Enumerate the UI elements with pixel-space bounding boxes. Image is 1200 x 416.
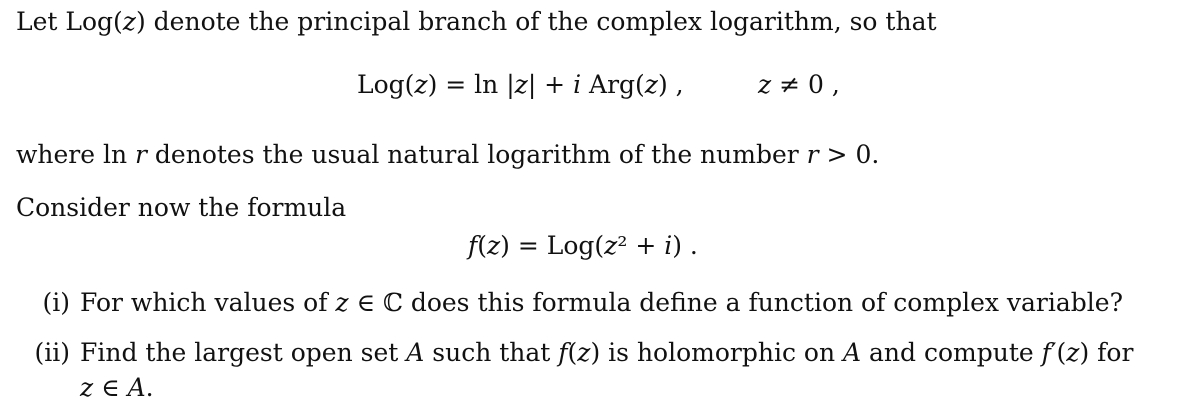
consider-paragraph: Consider now the formula [16,193,347,222]
question-text: Find the largest open set 𝐴 such that 𝑓(𝑧) is holomorphic on 𝐴 and compute 𝑓′(𝑧) for [80,338,1134,367]
question-label: (ii) [34,338,70,367]
equation-condition: 𝑧 ≠ 0 , [758,70,840,99]
equation-lhs: Log(𝑧) = ln |𝑧| + 𝑖 Arg(𝑧) , [357,70,684,99]
ln-explanation-paragraph: where ln 𝑟 denotes the usual natural logarithm of the number 𝑟 > 0. [16,140,880,169]
question-text-continuation: 𝑧 ∈ 𝐴. [80,373,154,402]
question-label: (i) [42,288,70,317]
function-formula-equation: 𝑓(𝑧) = Log(𝑧² + 𝑖) . [468,231,698,260]
intro-paragraph: Let Log(𝑧) denote the principal branch of the complex logarithm, so that [16,7,937,36]
question-text: For which values of 𝑧 ∈ ℂ does this formula define a function of complex variable? [80,288,1123,317]
